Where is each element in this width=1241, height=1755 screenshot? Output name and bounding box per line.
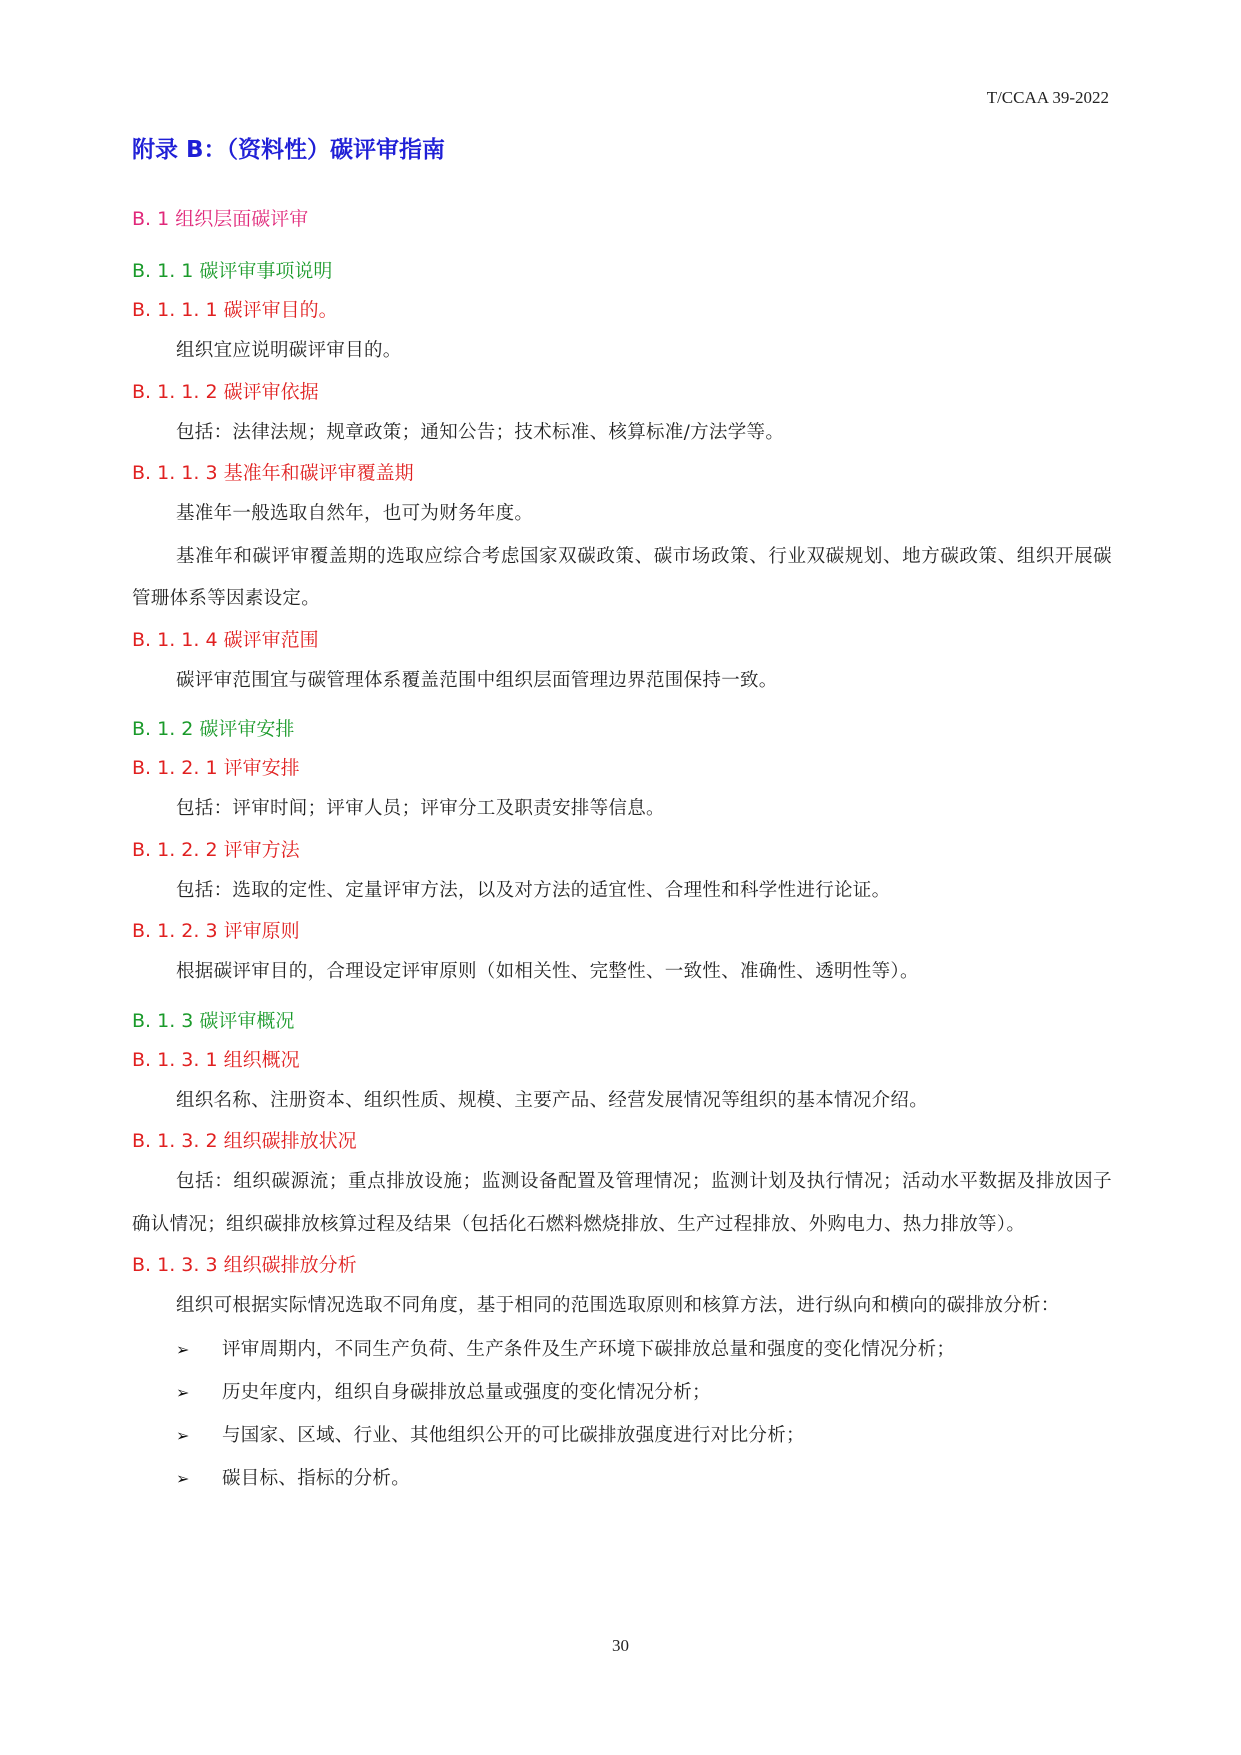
section-b1-1-3: B. 1. 1. 3 基准年和碳评审覆盖期 bbox=[132, 462, 414, 484]
section-b1-3-1: B. 1. 3. 1 组织概况 bbox=[132, 1048, 300, 1071]
paragraph: 组织可根据实际情况选取不同角度，基于相同的范围选取原则和核算方法，进行纵向和横向的碳排放分析： bbox=[176, 1295, 1060, 1316]
section-b1-2-3: B. 1. 2. 3 评审原则 bbox=[132, 920, 300, 942]
section-b1-3-2: B. 1. 3. 2 组织碳排放状况 bbox=[132, 1130, 357, 1152]
section-b1-1-1: B. 1. 1. 1 碳评审目的。 bbox=[132, 299, 338, 321]
section-b1-2-1: B. 1. 2. 1 评审安排 bbox=[132, 757, 300, 779]
doc-code: T/CCAA 39-2022 bbox=[986, 88, 1109, 107]
section-b1-3-3: B. 1. 3. 3 组织碳排放分析 bbox=[132, 1254, 357, 1276]
section-b1: B. 1 组织层面碳评审 bbox=[132, 208, 309, 230]
paragraph: 根据碳评审目的，合理设定评审原则（如相关性、完整性、一致性、准确性、透明性等）。 bbox=[176, 961, 919, 982]
appendix-title: 附录 B：（资料性）碳评审指南 bbox=[132, 137, 446, 163]
list-item: ➢ 碳目标、指标的分析。 bbox=[176, 1457, 1112, 1500]
arrow-bullet-icon: ➢ bbox=[176, 1339, 190, 1359]
paragraph: 包括：法律法规；规章政策；通知公告；技术标准、核算标准/方法学等。 bbox=[176, 421, 785, 443]
paragraph: 基准年和碳评审覆盖期的选取应综合考虑国家双碳政策、碳市场政策、行业双碳规划、地方碳政策、组织开展碳管珊体系等因素设定。 bbox=[132, 545, 1112, 609]
list-item: ➢ 历史年度内，组织自身碳排放总量或强度的变化情况分析； bbox=[176, 1371, 1112, 1414]
section-b1-1: B. 1. 1 碳评审事项说明 bbox=[132, 260, 333, 282]
paragraph: 包括：组织碳源流；重点排放设施；监测设备配置及管理情况；监测计划及执行情况；活动水平数据及排放因子确认情况；组织碳排放核算过程及结果（包括化石燃料燃烧排放、生产过程排放、外购电力、热力排放等）。 bbox=[132, 1171, 1112, 1235]
page-number: 30 bbox=[612, 1636, 629, 1655]
arrow-bullet-icon: ➢ bbox=[176, 1468, 190, 1488]
analysis-bullet-list bbox=[132, 1328, 1112, 1500]
paragraph: 包括：评审时间；评审人员；评审分工及职责安排等信息。 bbox=[176, 798, 665, 819]
list-item: ➢ 评审周期内，不同生产负荷、生产条件及生产环境下碳排放总量和强度的变化情况分析； bbox=[176, 1328, 1112, 1371]
paragraph: 基准年一般选取自然年，也可为财务年度。 bbox=[176, 503, 534, 524]
section-b1-1-4: B. 1. 1. 4 碳评审范围 bbox=[132, 628, 319, 651]
document-body bbox=[132, 128, 1112, 1500]
list-item: ➢ 与国家、区域、行业、其他组织公开的可比碳排放强度进行对比分析； bbox=[176, 1414, 1112, 1457]
arrow-bullet-icon: ➢ bbox=[176, 1382, 190, 1402]
arrow-bullet-icon: ➢ bbox=[176, 1425, 190, 1445]
paragraph: 组织名称、注册资本、组织性质、规模、主要产品、经营发展情况等组织的基本情况介绍。 bbox=[176, 1089, 929, 1111]
section-b1-2-2: B. 1. 2. 2 评审方法 bbox=[132, 838, 300, 861]
paragraph: 包括：选取的定性、定量评审方法，以及对方法的适宜性、合理性和科学性进行论证。 bbox=[176, 879, 891, 901]
paragraph: 组织宜应说明碳评审目的。 bbox=[176, 340, 402, 361]
paragraph: 碳评审范围宜与碳管理体系覆盖范围中组织层面管理边界范围保持一致。 bbox=[176, 669, 778, 691]
section-b1-3: B. 1. 3 碳评审概况 bbox=[132, 1009, 295, 1032]
section-b1-2: B. 1. 2 碳评审安排 bbox=[132, 718, 295, 740]
section-b1-1-2: B. 1. 1. 2 碳评审依据 bbox=[132, 380, 319, 403]
